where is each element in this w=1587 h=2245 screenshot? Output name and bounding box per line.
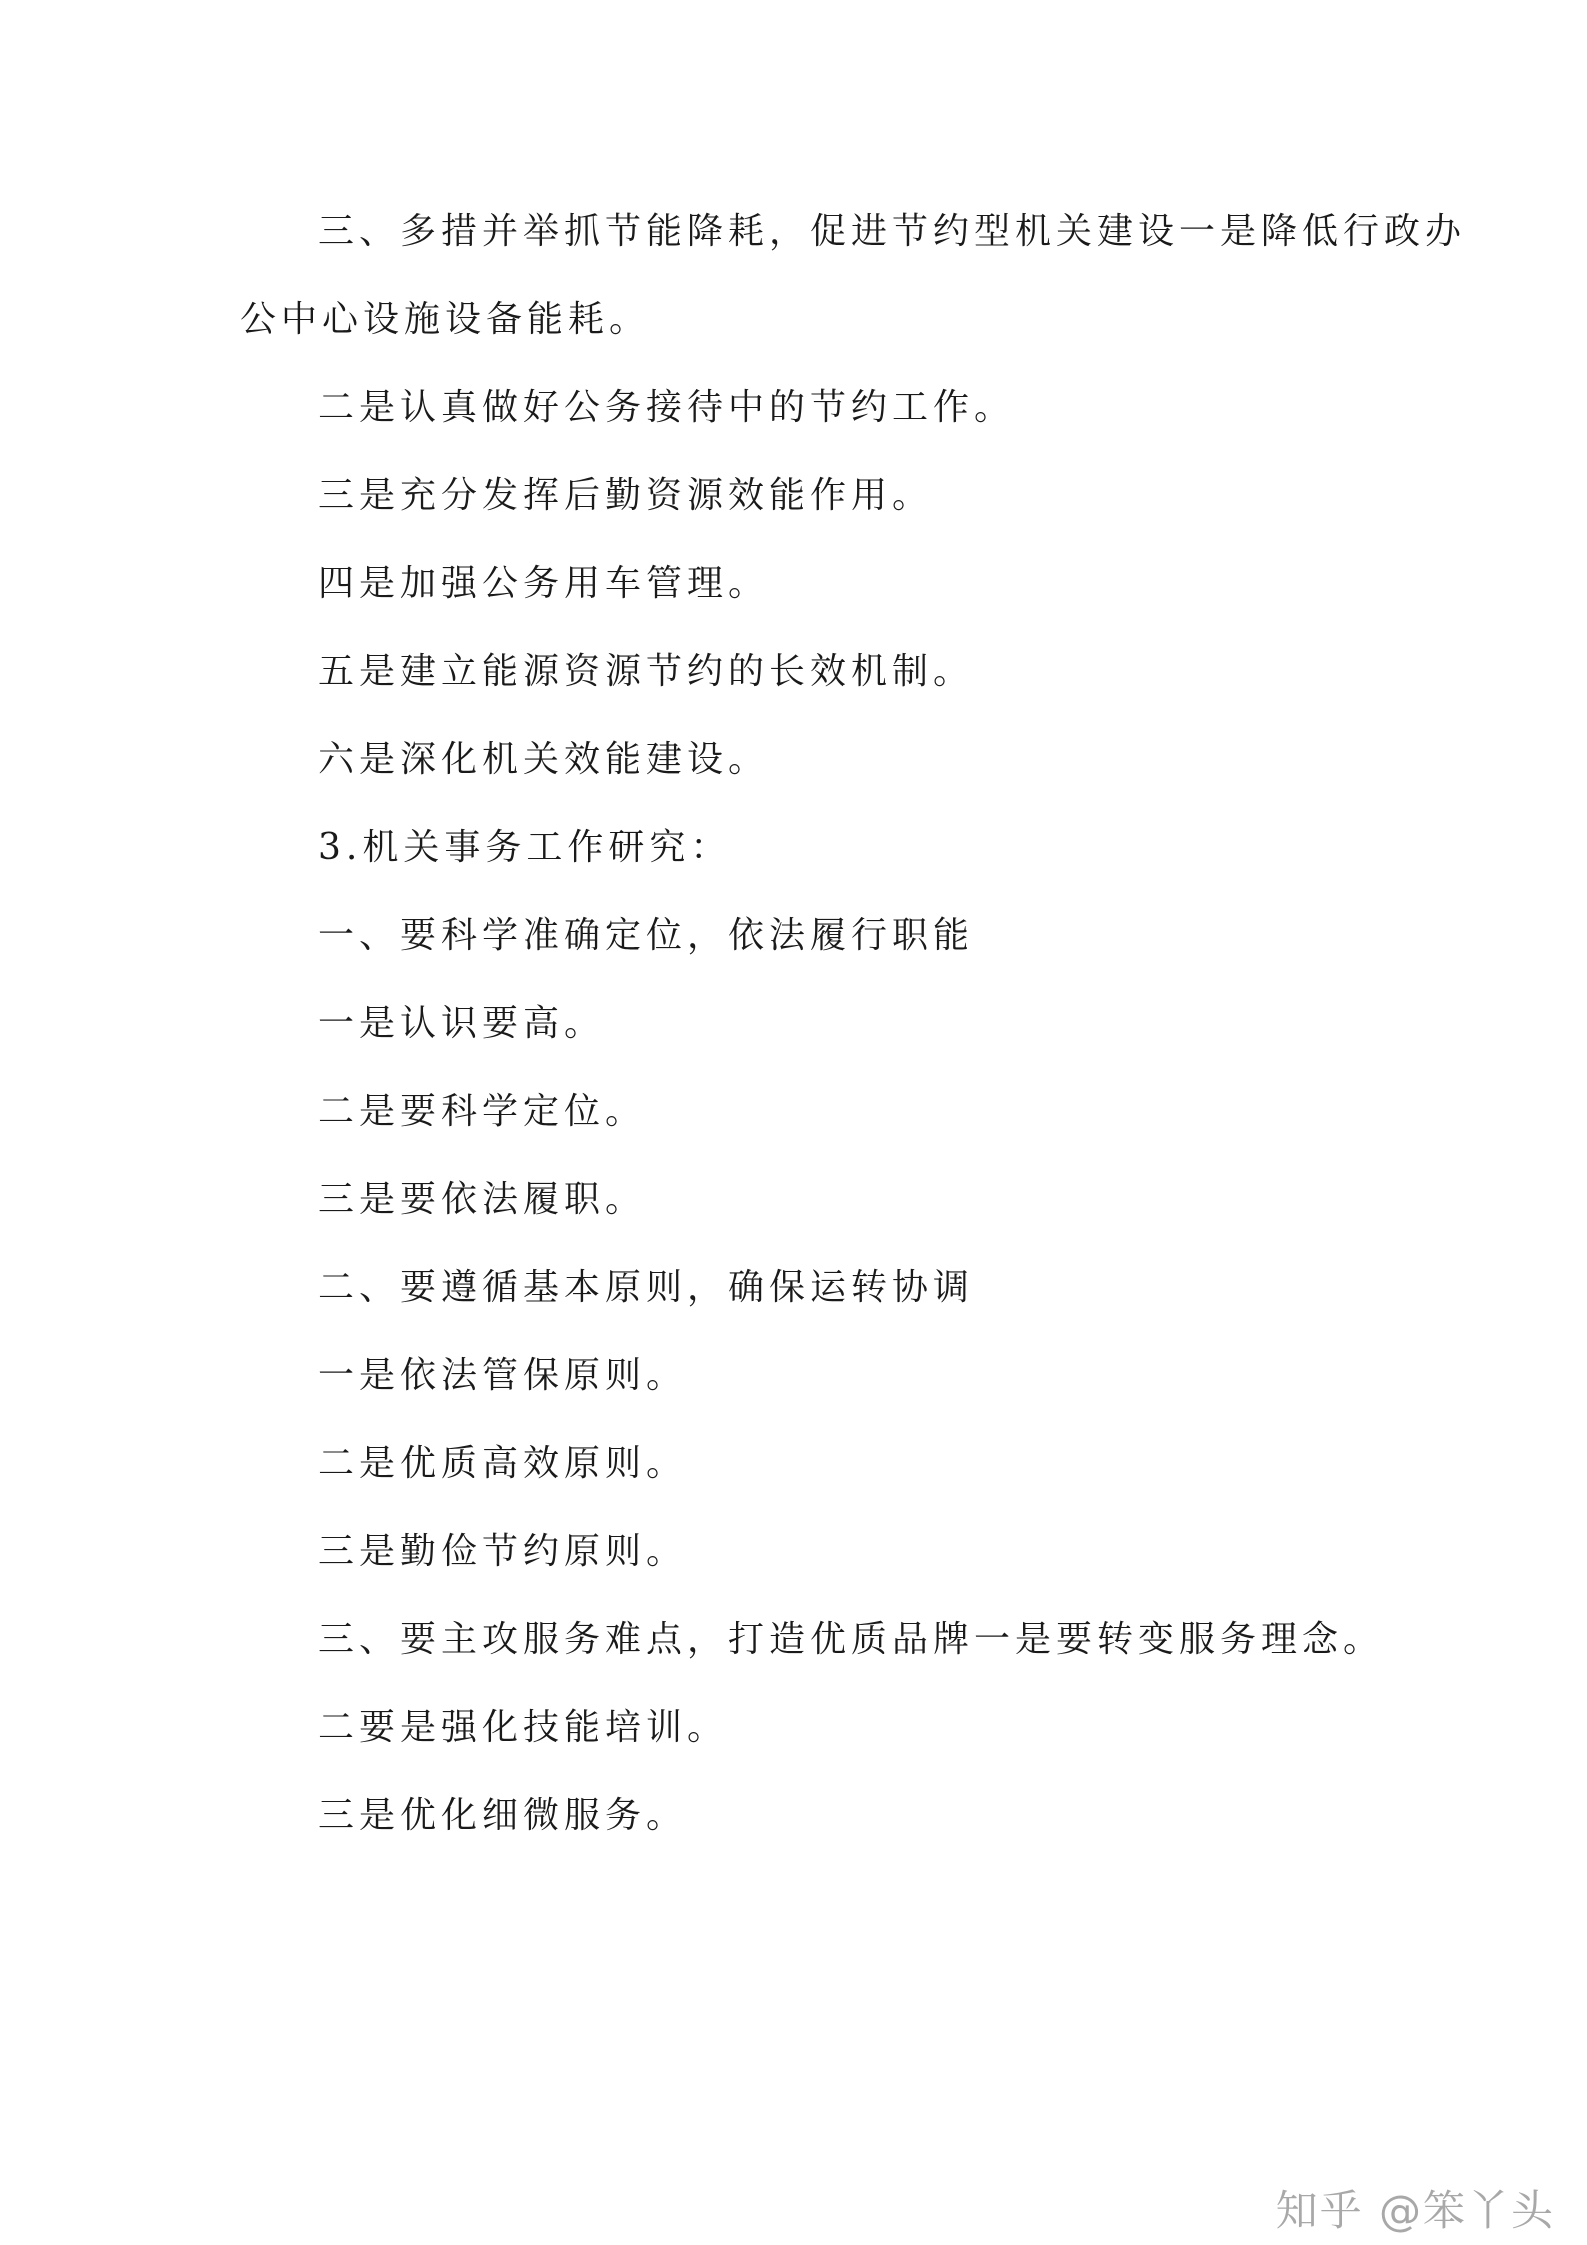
paragraph-line: 二要是强化技能培训。 xyxy=(318,1707,729,1748)
paragraph-line: 二是认真做好公务接待中的节约工作。 xyxy=(318,387,1016,428)
paragraph-line: 公中心设施设备能耗。 xyxy=(240,299,651,340)
section-heading: 3.机关事务工作研究： xyxy=(318,827,732,868)
subsection-heading: 三、要主攻服务难点，打造优质品牌一是要转变服务理念。 xyxy=(318,1619,1385,1660)
paragraph-line: 五是建立能源资源节约的长效机制。 xyxy=(318,651,975,692)
paragraph-line: 二是要科学定位。 xyxy=(318,1091,647,1132)
paragraph-line: 一是认识要高。 xyxy=(318,1003,606,1044)
paragraph-line: 三是充分发挥后勤资源效能作用。 xyxy=(318,475,934,516)
paragraph-line: 四是加强公务用车管理。 xyxy=(318,563,770,604)
subsection-heading: 一、要科学准确定位，依法履行职能 xyxy=(318,915,975,956)
paragraph-line: 六是深化机关效能建设。 xyxy=(318,739,770,780)
paragraph-line: 三、多措并举抓节能降耗，促进节约型机关建设一是降低行政办 xyxy=(318,211,1467,252)
subsection-heading: 二、要遵循基本原则，确保运转协调 xyxy=(318,1267,975,1308)
paragraph-line: 三是优化细微服务。 xyxy=(318,1795,688,1836)
paragraph-line: 三是勤俭节约原则。 xyxy=(318,1531,688,1572)
paragraph-line: 二是优质高效原则。 xyxy=(318,1443,688,1484)
zhihu-watermark: 知乎 @笨丫头 xyxy=(1275,2186,1555,2235)
paragraph-line: 一是依法管保原则。 xyxy=(318,1355,688,1396)
paragraph-line: 三是要依法履职。 xyxy=(318,1179,647,1220)
